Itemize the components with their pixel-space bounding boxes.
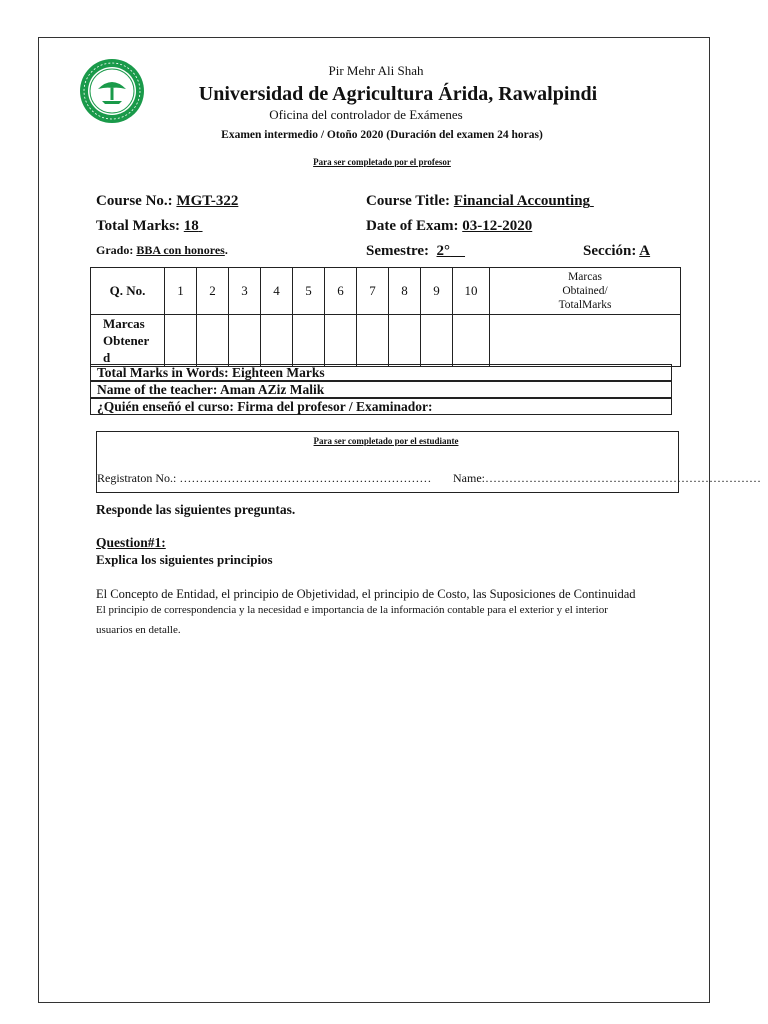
- date-of-exam: [366, 218, 532, 235]
- signature-line: ¿Quién enseñó el curso: Firma del profesor / Examinador:: [90, 398, 672, 415]
- question-number: 3: [229, 268, 261, 315]
- exam-page: [38, 37, 710, 1003]
- question-1-line: El principio de correspondencia y la necesidad e importancia de la información contable para el exterior y el interior: [96, 604, 608, 616]
- institution-line: Pir Mehr Ali Shah: [328, 63, 424, 78]
- mark-cell[interactable]: [421, 315, 453, 367]
- mark-cell[interactable]: [261, 315, 293, 367]
- question-number: 8: [389, 268, 421, 315]
- semestre: [366, 243, 465, 260]
- question-number: 1: [165, 268, 197, 315]
- mark-cell[interactable]: [357, 315, 389, 367]
- mark-cell[interactable]: [325, 315, 357, 367]
- course-no: [96, 193, 238, 210]
- date-label: Date of Exam:: [366, 218, 463, 234]
- university-title: Universidad de Agricultura Árida, Rawalpindi: [198, 83, 598, 105]
- university-seal-logo: [78, 57, 146, 125]
- question-1-line: usuarios en detalle.: [96, 624, 181, 636]
- marks-obtained-row: [91, 315, 681, 367]
- total-marks-value: 18: [183, 218, 199, 234]
- exam-heading: Examen intermedio / Otoño 2020 (Duración del examen 24 horas): [221, 129, 543, 141]
- mark-cell[interactable]: [165, 315, 197, 367]
- course-no-value: MGT-322: [176, 193, 239, 209]
- marks-header-row: [91, 268, 681, 315]
- marks-table: [90, 267, 681, 367]
- question-number: 9: [421, 268, 453, 315]
- seccion: [583, 243, 650, 260]
- student-note: Para ser completado por el estudiante: [313, 436, 459, 446]
- course-title: [366, 193, 594, 210]
- mark-cell[interactable]: [389, 315, 421, 367]
- instruction: Responde las siguientes preguntas.: [96, 502, 296, 517]
- question-number: 4: [261, 268, 293, 315]
- seccion-value: A: [639, 243, 651, 259]
- qno-label: Q. No.: [91, 268, 165, 315]
- course-title-value: Financial Accounting: [453, 193, 591, 209]
- question-1-label: Question#1:: [96, 535, 166, 550]
- mark-cell[interactable]: [453, 315, 490, 367]
- course-no-label: Course No.:: [96, 193, 177, 209]
- question-number: 5: [293, 268, 325, 315]
- seccion-label: Sección:: [583, 243, 640, 259]
- grado-value: BBA con honores: [136, 243, 225, 257]
- mark-cell[interactable]: [293, 315, 325, 367]
- teacher-note: Para ser completado por el profesor: [313, 157, 451, 167]
- date-value: 03-12-2020: [462, 218, 533, 234]
- grado-label: Grado:: [96, 243, 137, 257]
- total-marks-header: Marcas Obtained/ TotalMarks: [490, 268, 681, 315]
- question-1-line: El Concepto de Entidad, el principio de Objetividad, el principio de Costo, las Suposiciones de Continuidad: [96, 587, 636, 601]
- question-number: 10: [453, 268, 490, 315]
- question-number: 2: [197, 268, 229, 315]
- total-marks-label: Total Marks:: [96, 218, 184, 234]
- name-field[interactable]: Name:……………………………………………………………: [453, 471, 761, 485]
- total-mark-cell[interactable]: [490, 315, 681, 367]
- grado: Grado: BBA con honores.: [96, 243, 228, 257]
- question-number: 7: [357, 268, 389, 315]
- teacher-name: Name of the teacher: Aman AZiz Malik: [90, 381, 672, 398]
- question-1-title: Explica los siguientes principios: [96, 552, 273, 567]
- course-title-label: Course Title:: [366, 193, 454, 209]
- semestre-label: Semestre:: [366, 243, 430, 259]
- office-subtitle: Oficina del controlador de Exámenes: [269, 107, 463, 122]
- marks-obtained-label: Marcas Obtener d: [91, 315, 165, 367]
- total-marks: [96, 218, 203, 235]
- semestre-value: 2°: [436, 243, 451, 259]
- mark-cell[interactable]: [197, 315, 229, 367]
- question-number: 6: [325, 268, 357, 315]
- registration-field[interactable]: Registraton No.: ………………………………………………………: [97, 471, 432, 485]
- mark-cell[interactable]: [229, 315, 261, 367]
- total-marks-in-words: Total Marks in Words: Eighteen Marks: [90, 364, 672, 381]
